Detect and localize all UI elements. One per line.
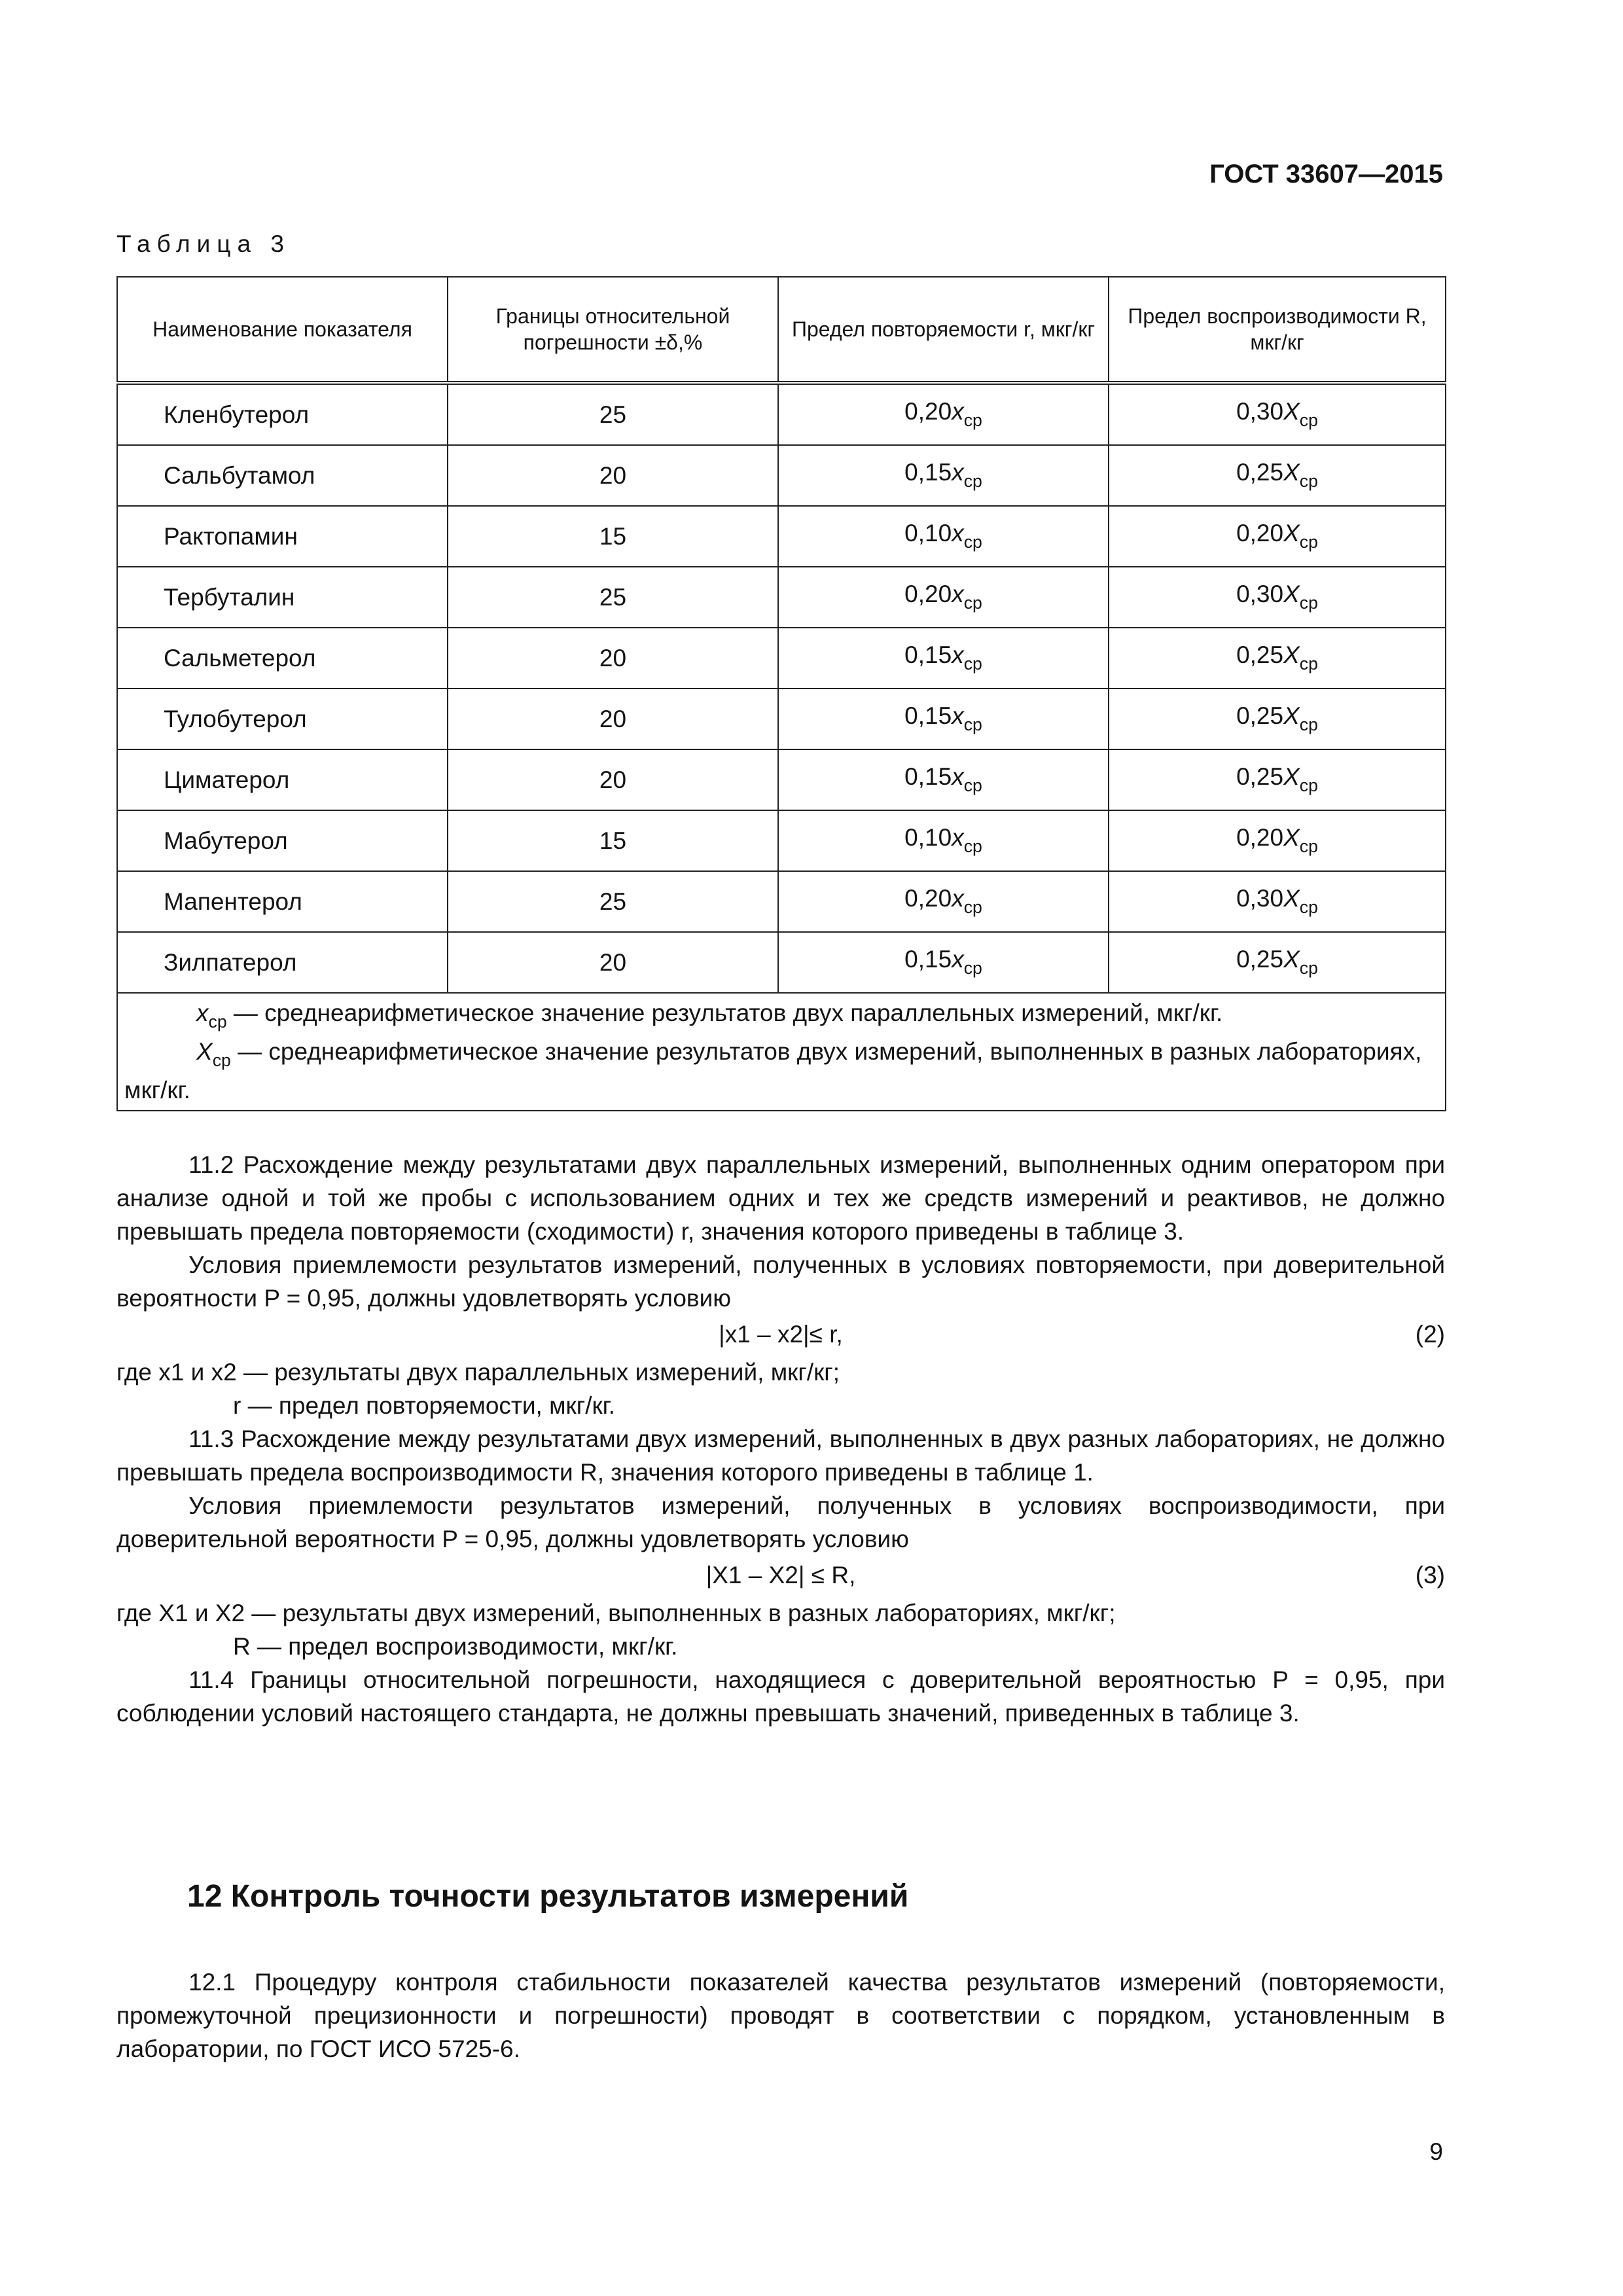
var-x: x <box>952 763 964 791</box>
subscript: ср <box>963 532 982 552</box>
where-1b: r — предел повторяемости, мкг/кг. <box>233 1392 615 1419</box>
value: 0,30 <box>1236 398 1284 425</box>
subscript: ср <box>963 836 982 857</box>
value: 0,15 <box>904 459 952 486</box>
paragraph-conditions-1: Условия приемлемости результатов измерений, полученных в условиях повторяемости, при доверительной вероятности P = 0,95, должны удовлетворять условию <box>116 1251 1445 1312</box>
cell-reproducibility <box>1109 567 1446 628</box>
cell-reproducibility <box>1109 932 1446 993</box>
cell-reproducibility <box>1109 628 1446 689</box>
subscript: ср <box>963 410 982 431</box>
subscript: ср <box>1299 532 1318 552</box>
table-row <box>117 689 1446 749</box>
cell-repeatability <box>778 810 1109 871</box>
cell-name: Мабутерол <box>117 810 448 871</box>
column-header: Предел повторяемости r, мкг/кг <box>778 277 1109 383</box>
cell-repeatability <box>778 932 1109 993</box>
value: 0,25 <box>1236 702 1284 730</box>
var-x: x <box>952 946 964 973</box>
table-row <box>117 506 1446 567</box>
value: 0,20 <box>904 885 952 912</box>
value: 0,30 <box>1236 885 1284 912</box>
document-id: ГОСТ 33607—2015 <box>1209 160 1443 188</box>
table-row <box>117 749 1446 810</box>
var-x: x <box>952 885 964 912</box>
subscript: ср <box>963 471 982 492</box>
cell-delta: 15 <box>448 506 778 567</box>
page-number: 9 <box>1429 2138 1443 2165</box>
value: 0,25 <box>1236 763 1284 791</box>
value: 0,30 <box>1236 581 1284 608</box>
table-body <box>117 383 1446 993</box>
subscript: ср <box>963 715 982 735</box>
cell-name: Тербуталин <box>117 567 448 628</box>
var-X: X <box>196 1038 213 1065</box>
var-x: x <box>952 459 964 486</box>
subscript: ср <box>963 958 982 978</box>
table-row <box>117 932 1446 993</box>
cell-name: Сальметерол <box>117 628 448 689</box>
value: 0,15 <box>904 946 952 973</box>
cell-repeatability <box>778 506 1109 567</box>
column-header: Наименование показателя <box>117 277 448 383</box>
var-X: X <box>1283 459 1300 486</box>
body-text <box>116 1148 1445 1730</box>
cell-name: Циматерол <box>117 749 448 810</box>
var-X: X <box>1283 702 1300 730</box>
table-caption: Таблица 3 <box>116 230 291 257</box>
cell-name: Мапентерол <box>117 871 448 932</box>
var-x: x <box>952 581 964 608</box>
subscript: ср <box>1299 958 1318 978</box>
var-X: X <box>1283 885 1300 912</box>
var-X: X <box>1283 520 1300 547</box>
var-X: X <box>1283 763 1300 791</box>
note-x-text: — среднеарифметическое значение результатов двух параллельных измерений, мкг/кг. <box>233 999 1223 1026</box>
table-row <box>117 810 1446 871</box>
cell-reproducibility <box>1109 810 1446 871</box>
cell-delta: 20 <box>448 628 778 689</box>
subscript: ср <box>963 897 982 918</box>
var-x: x <box>952 520 964 547</box>
cell-delta: 20 <box>448 689 778 749</box>
var-X: X <box>1283 581 1300 608</box>
cell-delta: 20 <box>448 445 778 506</box>
formula-2-expression: |x1 – x2|≤ r, <box>719 1321 843 1348</box>
subscript: ср <box>212 1050 231 1071</box>
value: 0,20 <box>904 581 952 608</box>
subscript: ср <box>1299 471 1318 492</box>
cell-reproducibility <box>1109 445 1446 506</box>
subscript: ср <box>1299 593 1318 613</box>
cell-reproducibility <box>1109 383 1446 445</box>
cell-reproducibility <box>1109 871 1446 932</box>
where-1a: где x1 и x2 — результаты двух параллельных измерений, мкг/кг; <box>116 1359 840 1386</box>
value: 0,20 <box>1236 824 1284 852</box>
value: 0,25 <box>1236 641 1284 669</box>
value: 0,10 <box>904 520 952 547</box>
subscript: ср <box>1299 654 1318 674</box>
table-notes <box>117 993 1446 1111</box>
formula-2 <box>116 1315 1445 1355</box>
cell-name: Кленбутерол <box>117 383 448 445</box>
subscript: ср <box>1299 410 1318 431</box>
value: 0,25 <box>1236 459 1284 486</box>
value: 0,15 <box>904 641 952 669</box>
var-X: X <box>1283 946 1300 973</box>
cell-delta: 20 <box>448 932 778 993</box>
subscript: ср <box>1299 715 1318 735</box>
where-2b: R — предел воспроизводимости, мкг/кг. <box>233 1633 678 1660</box>
value: 0,15 <box>904 763 952 791</box>
formula-3-number: (3) <box>1415 1562 1445 1588</box>
table-row <box>117 567 1446 628</box>
var-x: x <box>196 999 209 1026</box>
paragraph-11-2: 11.2 Расхождение между результатами двух параллельных измерений, выполненных одним оператором при анализе одной и той же пробы с использованием одних и тех же средств измерений и реактивов, не должно превышать предела повторяемости (сходимости) r, значения которого приведены в таблице 3. <box>116 1151 1445 1245</box>
table-notes-row <box>117 993 1446 1111</box>
cell-reproducibility <box>1109 506 1446 567</box>
paragraph-12-1: 12.1 Процедуру контроля стабильности показателей качества результатов измерений (повторяемости, промежуточной прецизионности и погрешности) проводят в соответствии с порядком, установленным в лаборатории, по ГОСТ ИСО 5725-6. <box>116 1969 1445 2062</box>
var-X: X <box>1283 641 1300 669</box>
cell-name: Тулобутерол <box>117 689 448 749</box>
formula-2-number: (2) <box>1415 1321 1445 1348</box>
formula-3-expression: |X1 – X2| ≤ R, <box>705 1562 856 1588</box>
section-title: 12 Контроль точности результатов измерений <box>187 1879 909 1914</box>
paragraph-conditions-2: Условия приемлемости результатов измерений, полученных в условиях воспроизводимости, при доверительной вероятности P = 0,95, должны удовлетворять условию <box>116 1492 1445 1552</box>
table-row <box>117 383 1446 445</box>
value: 0,20 <box>904 398 952 425</box>
table-3 <box>116 276 1446 1111</box>
table-row <box>117 871 1446 932</box>
cell-repeatability <box>778 749 1109 810</box>
section-12-body <box>116 1965 1445 2066</box>
var-x: x <box>952 641 964 669</box>
subscript: ср <box>963 776 982 796</box>
subscript: ср <box>1299 776 1318 796</box>
column-header: Предел воспроизводимости R, мкг/кг <box>1109 277 1446 383</box>
value: 0,15 <box>904 702 952 730</box>
cell-delta: 25 <box>448 871 778 932</box>
table-header-row <box>117 277 1446 383</box>
column-header: Границы относительной погрешности ±δ,% <box>448 277 778 383</box>
value: 0,25 <box>1236 946 1284 973</box>
var-x: x <box>952 398 964 425</box>
where-2a: где X1 и X2 — результаты двух измерений, выполненных в разных лабораториях, мкг/кг; <box>116 1600 1116 1626</box>
var-X: X <box>1283 398 1300 425</box>
subscript: ср <box>1299 897 1318 918</box>
paragraph-11-3: 11.3 Расхождение между результатами двух измерений, выполненных в двух разных лабораториях, не должно превышать предела воспроизводимости R, значения которого приведены в таблице 1. <box>116 1426 1445 1486</box>
cell-repeatability <box>778 871 1109 932</box>
subscript: ср <box>208 1012 227 1031</box>
cell-delta: 15 <box>448 810 778 871</box>
cell-reproducibility <box>1109 689 1446 749</box>
var-x: x <box>952 702 964 730</box>
cell-repeatability <box>778 628 1109 689</box>
cell-repeatability <box>778 689 1109 749</box>
value: 0,10 <box>904 824 952 852</box>
cell-delta: 25 <box>448 383 778 445</box>
cell-delta: 25 <box>448 567 778 628</box>
cell-reproducibility <box>1109 749 1446 810</box>
subscript: ср <box>963 593 982 613</box>
cell-repeatability <box>778 567 1109 628</box>
subscript: ср <box>963 654 982 674</box>
note-X-text: — среднеарифметическое значение результатов двух измерений, выполненных в разных лабораториях, мкг/кг. <box>124 1038 1422 1104</box>
note-X <box>124 1037 1438 1105</box>
var-X: X <box>1283 824 1300 852</box>
paragraph-11-4: 11.4 Границы относительной погрешности, находящиеся с доверительной вероятностью P = 0,95, при соблюдении условий настоящего стандарта, не должны превышать значений, приведенных в таблице 3. <box>116 1666 1445 1727</box>
table-row <box>117 628 1446 689</box>
cell-repeatability <box>778 383 1109 445</box>
var-x: x <box>952 824 964 852</box>
cell-name: Зилпатерол <box>117 932 448 993</box>
value: 0,20 <box>1236 520 1284 547</box>
cell-delta: 20 <box>448 749 778 810</box>
cell-name: Рактопамин <box>117 506 448 567</box>
note-x <box>124 998 1438 1037</box>
formula-3 <box>116 1556 1445 1596</box>
cell-repeatability <box>778 445 1109 506</box>
cell-name: Сальбутамол <box>117 445 448 506</box>
table-row <box>117 445 1446 506</box>
subscript: ср <box>1299 836 1318 857</box>
